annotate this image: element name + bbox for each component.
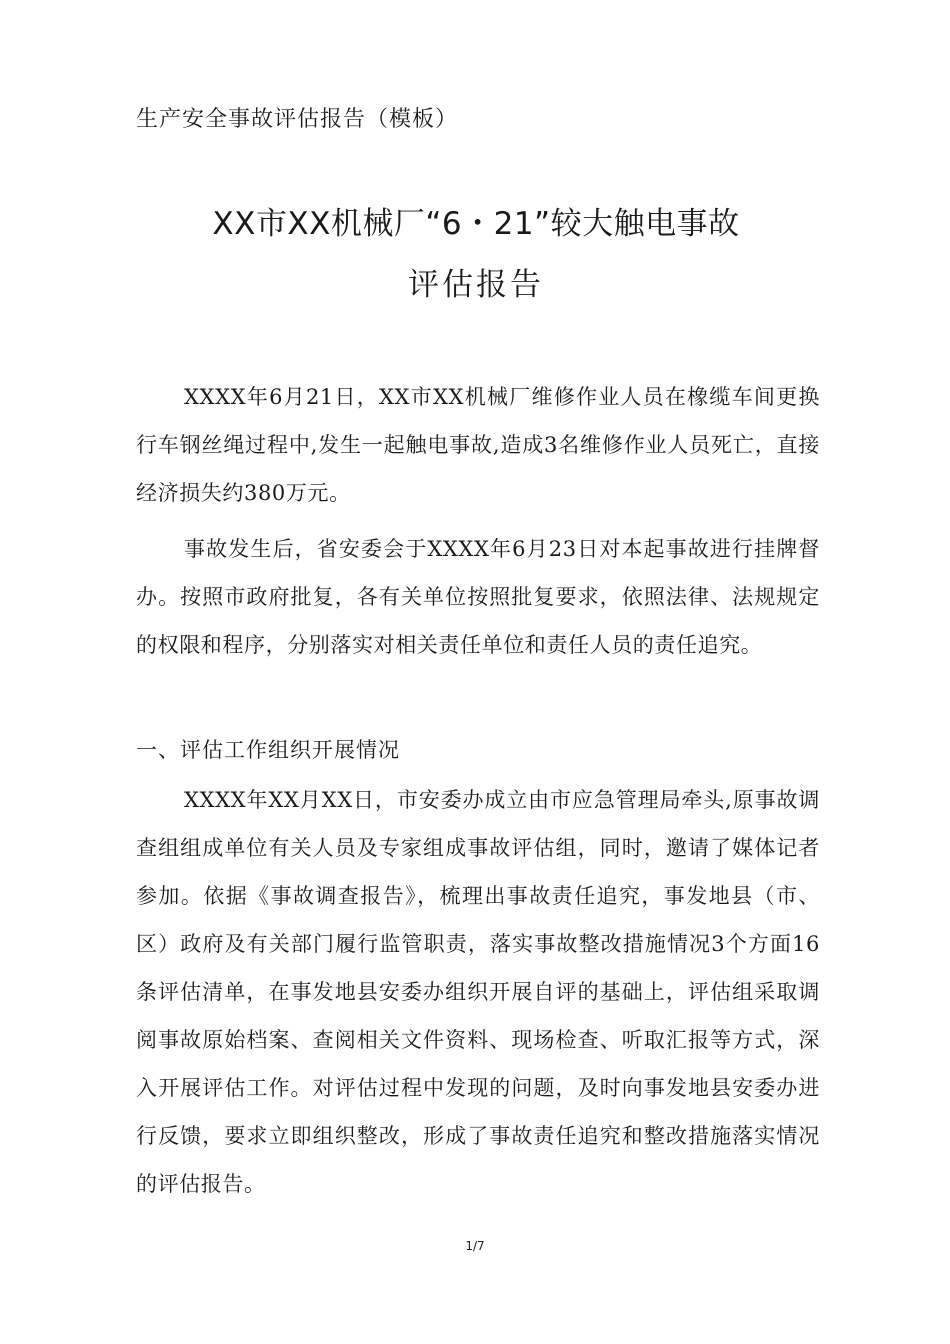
report-title-line-1: XX市XX机械厂“6・21”较大触电事故: [212, 206, 740, 242]
paragraph-accident-summary: XXXX年6月21日，XX市XX机械厂维修作业人员在橡缆车间更换行车钢丝绳过程中,发生一起触电事故,造成3名维修作业人员死亡，直接经济损失约380万元。: [136, 385, 820, 505]
section-heading: 一、评估工作组织开展情况: [136, 738, 400, 762]
document-label: 生产安全事故评估报告（模板）: [136, 107, 459, 132]
report-title-line-2: 评估报告: [408, 267, 544, 303]
page-number: 1/7: [465, 1239, 485, 1253]
paragraph-evaluation-work: XXXX年XX月XX日，市安委办成立由市应急管理局牵头,原事故调查组组成单位有关人员及专家组成事故评估组，同时，邀请了媒体记者参加。依据《事故调查报告》，梳理出事故责任追究，事发地县（市、区）政府及有关部门履行监管职责，落实事故整改措施情况3个方面16条评估清单，在事发地县安委办组织开展自评的基础上，评估组采取调阅事故原始档案、查阅相关文件资料、现场检查、听取汇报等方式，深入开展评估工作。对评估过程中发现的问题，及时向事发地县安委办进行反馈，要求立即组织整改，形成了事故责任追究和整改措施落实情况的评估报告。: [136, 788, 820, 1196]
paragraph-supervision: 事故发生后，省安委会于XXXX年6月23日对本起事故进行挂牌督办。按照市政府批复，各有关单位按照批复要求，依照法律、法规规定的权限和程序，分别落实对相关责任单位和责任人员的责任追究。: [136, 537, 820, 657]
